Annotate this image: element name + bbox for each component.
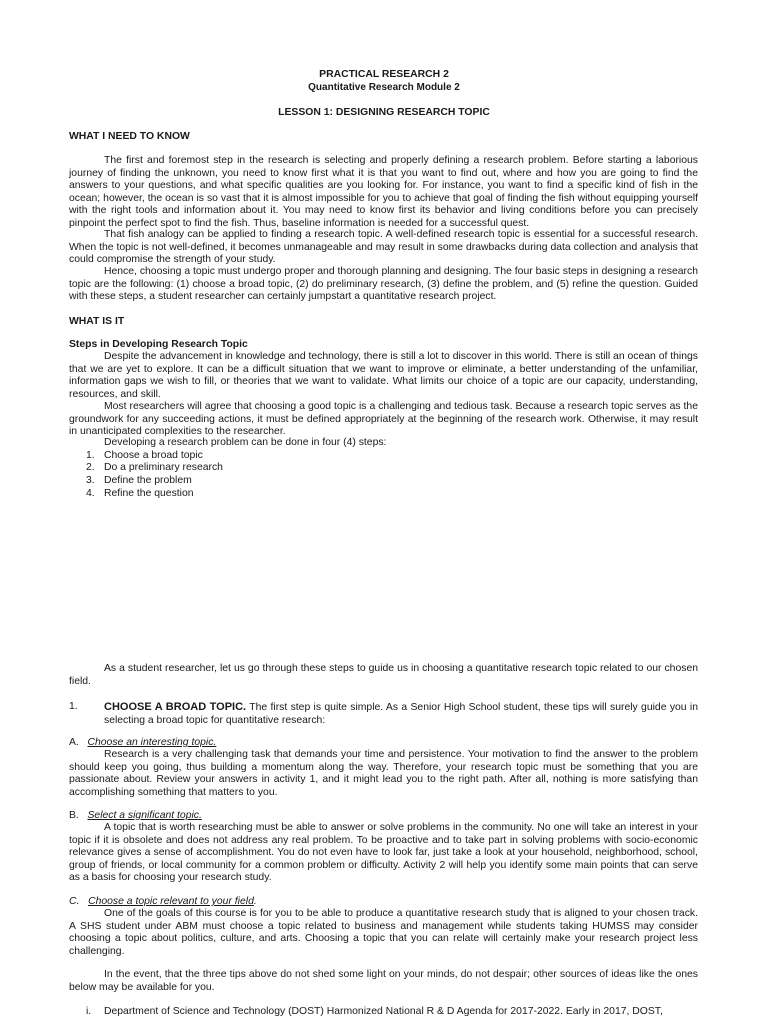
tip-letter: C. Choose a topic relevant to your field. [69, 896, 257, 907]
paragraph: A topic that is worth researching must be able to answer or solve problems in the community. No one will take an interest in your topic if it is obsolete and does not address any real problem. To be proactive and to take part in solving problems with socio-economic relevance gives a sense of accomplishment. You do not even have to look far, just take a look at your household, neighborhood, school, group of friends, or local community for a common problem or difficulty. Activity 2 will help you identify some main points that can serve as a basis for choosing your research study. [69, 822, 698, 884]
list-item [86, 450, 203, 463]
paragraph: That fish analogy can be applied to finding a research topic. A well-defined research topic is essential for a successful research. When the topic is not well-defined, it becomes unmanageable and may result in some drawbacks during data collection and analysis that could compromise the strength of your study. [69, 229, 698, 266]
step-text: The first step is quite simple. As a Senior High School student, these tips will surely guide you in selecting a broad topic for quantitative research: [104, 702, 698, 726]
source-number: i. [86, 1006, 92, 1017]
paragraph: As a student researcher, let us go through these steps to guide us in choosing a quantitative research topic related to our chosen field. [69, 663, 698, 687]
paragraph: In the event, that the three tips above do not shed some light on your minds, do not despair; other sources of ideas like the ones below may be available for you. [69, 969, 698, 993]
list-number: 3. [86, 475, 95, 486]
list-text: Refine the question [104, 488, 194, 499]
source-text: Department of Science and Technology (DOST) Harmonized National R & D Agenda for 2017-2022. Early in 2017, DOST, [104, 1006, 663, 1017]
list-number: 4. [86, 488, 95, 499]
document-subtitle: Quantitative Research Module 2 [308, 82, 460, 93]
paragraph: Hence, choosing a topic must undergo proper and thorough planning and designing. The four basic steps in designing a research topic are the following: (1) choose a broad topic, (2) do preliminary research, (3) define the problem, and (5) refine the question. Guided with these steps, a student researcher can certainly jumpstart a quantitative research project. [69, 266, 698, 303]
subheading: Steps in Developing Research Topic [69, 339, 248, 350]
step-title: CHOOSE A BROAD TOPIC. [104, 701, 247, 713]
tip-title: Choose an interesting topic. [87, 737, 217, 748]
paragraph: One of the goals of this course is for you to be able to produce a quantitative research study that is aligned to your chosen track. A SHS student under ABM must choose a topic related to business and management while students taking HUMSS may consider choosing a topic about politics, culture, and arts. Choosing a topic that you can relate will certainly make your research project less challenging. [69, 908, 698, 957]
section-heading-what-is-it: WHAT IS IT [69, 316, 125, 327]
paragraph: Despite the advancement in knowledge and technology, there is still a lot to discover in this world. There is still an ocean of things that we are yet to explore. It can be a difficult situation that we want to improve or eliminate, a better understanding of the unfamiliar, information gaps we wish to fill, or theories that we want to validate. What limits our choice of a topic are our capacity, understanding, resources, and skill. [69, 351, 698, 400]
tip-title: Select a significant topic. [87, 810, 202, 821]
paragraph: Most researchers will agree that choosing a good topic is a challenging and tedious task. Because a research topic serves as the groundwork for any succeeding actions, it must be defined appropriately at the beginning of the research work. Otherwise, it may result in unanticipated complexities to the researcher. [69, 401, 698, 438]
list-text: Choose a broad topic [104, 450, 203, 461]
tip-letter-b: B. [69, 810, 79, 821]
tip-letter [69, 810, 202, 823]
tip-letter [69, 737, 216, 750]
tip-letter-a: A. [69, 737, 79, 748]
tip-letter-c: C. [69, 896, 80, 907]
list-number: 2. [86, 462, 95, 473]
list-number: 1. [86, 450, 95, 461]
section-heading-what-i-need: WHAT I NEED TO KNOW [69, 131, 190, 142]
list-text: Define the problem [104, 475, 192, 486]
paragraph: Developing a research problem can be done in four (4) steps: [104, 437, 387, 448]
list-text: Do a preliminary research [104, 462, 223, 473]
tip-title: Choose a topic relevant to your field [88, 896, 254, 907]
paragraph: Research is a very challenging task that demands your time and persistence. Your motivation to find the answer to the problem should keep you going, thus building a momentum along the way. Therefore, your research topic must be something that you are passionate about. Review your answers in activity 1, and it might lead you to the right path. After all, nothing is more satisfying than accomplishing something that matters to you. [69, 749, 698, 798]
document-title: PRACTICAL RESEARCH 2 [319, 69, 449, 80]
list-item [86, 462, 223, 475]
list-item [86, 488, 194, 501]
list-item [86, 475, 192, 488]
lesson-title: LESSON 1: DESIGNING RESEARCH TOPIC [278, 107, 490, 118]
paragraph: The first and foremost step in the research is selecting and properly defining a research problem. Before starting a laborious journey of finding the unknown, you need to know first what it is that you want to find out, where and how you are going to find the answers to your questions, and what specific qualities are you looking for. For instance, you want to find a specific kind of fish in the ocean; however, the ocean is so vast that it is almost impossible for you to achieve that goal of finding the fish without equipping yourself with the right tools and information about it. You may need to know first its behavior and living conditions before you can precisely pinpoint the perfect spot to find the fish. Thus, baseline information is needed for a successful quest. [69, 155, 698, 229]
step-number: 1. [69, 701, 78, 712]
step-paragraph [104, 701, 698, 727]
